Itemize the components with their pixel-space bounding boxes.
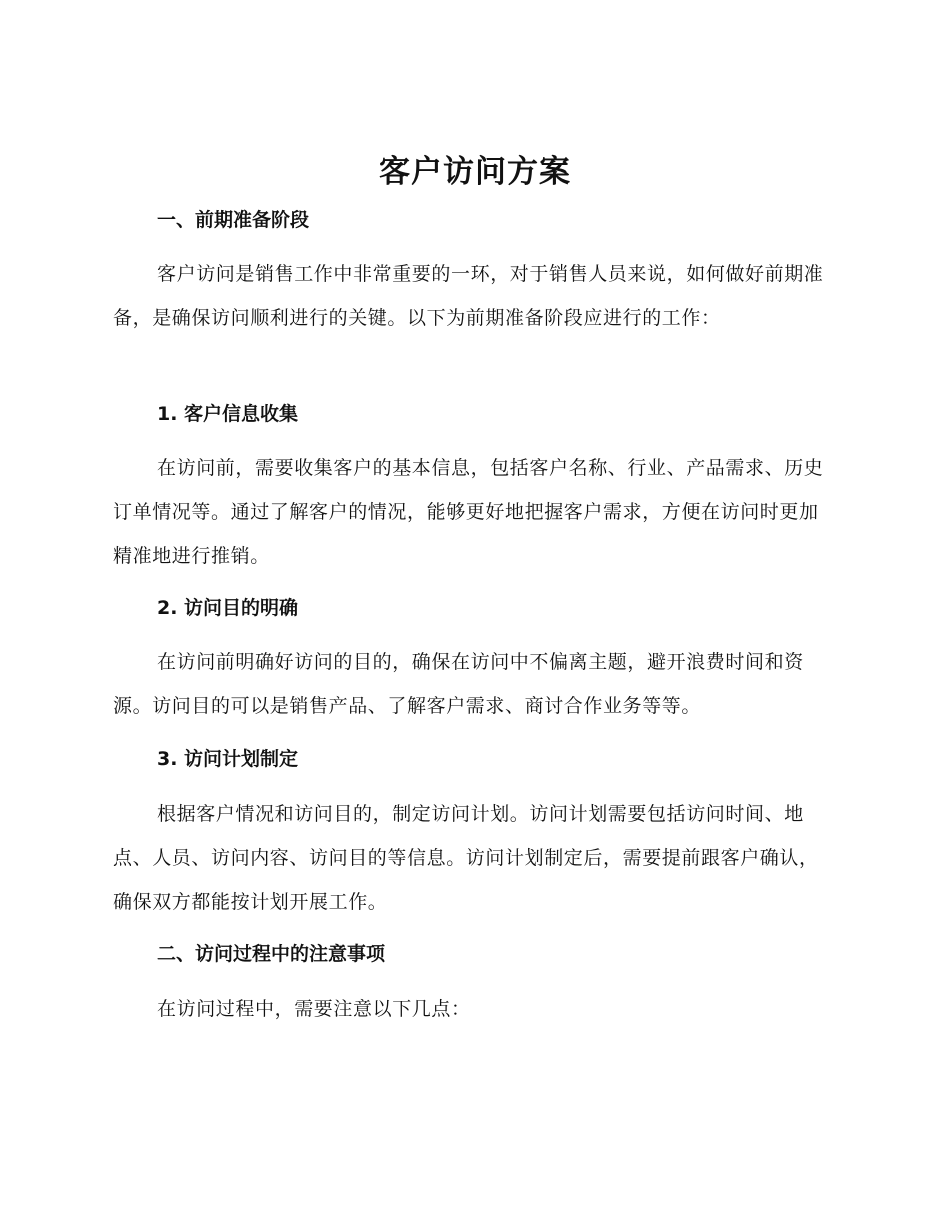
section-1-heading: 一、前期准备阶段 [157, 209, 310, 231]
item-1-body: 在访问前，需要收集客户的基本信息，包括客户名称、行业、产品需求、历史订单情况等。通过了解客户的情况，能够更好地把握客户需求，方便在访问时更加精准地进行推销。 [113, 457, 824, 567]
item-1-heading: 1. 客户信息收集 [157, 403, 299, 425]
document-title: 客户访问方案 [379, 154, 571, 190]
section-2-intro: 在访问过程中，需要注意以下几点： [157, 998, 471, 1020]
item-2-body: 在访问前明确好访问的目的，确保在访问中不偏离主题，避开浪费时间和资源。访问目的可以是销售产品、了解客户需求、商讨合作业务等等。 [113, 651, 804, 717]
section-1-intro: 客户访问是销售工作中非常重要的一环，对于销售人员来说，如何做好前期准备，是确保访问顺利进行的关键。以下为前期准备阶段应进行的工作： [113, 263, 824, 329]
item-3-body: 根据客户情况和访问目的，制定访问计划。访问计划需要包括访问时间、地点、人员、访问内容、访问目的等信息。访问计划制定后，需要提前跟客户确认，确保双方都能按计划开展工作。 [113, 803, 819, 913]
item-3-heading: 3. 访问计划制定 [157, 748, 299, 770]
section-2-heading: 二、访问过程中的注意事项 [157, 943, 386, 965]
item-2-heading: 2. 访问目的明确 [157, 597, 299, 619]
